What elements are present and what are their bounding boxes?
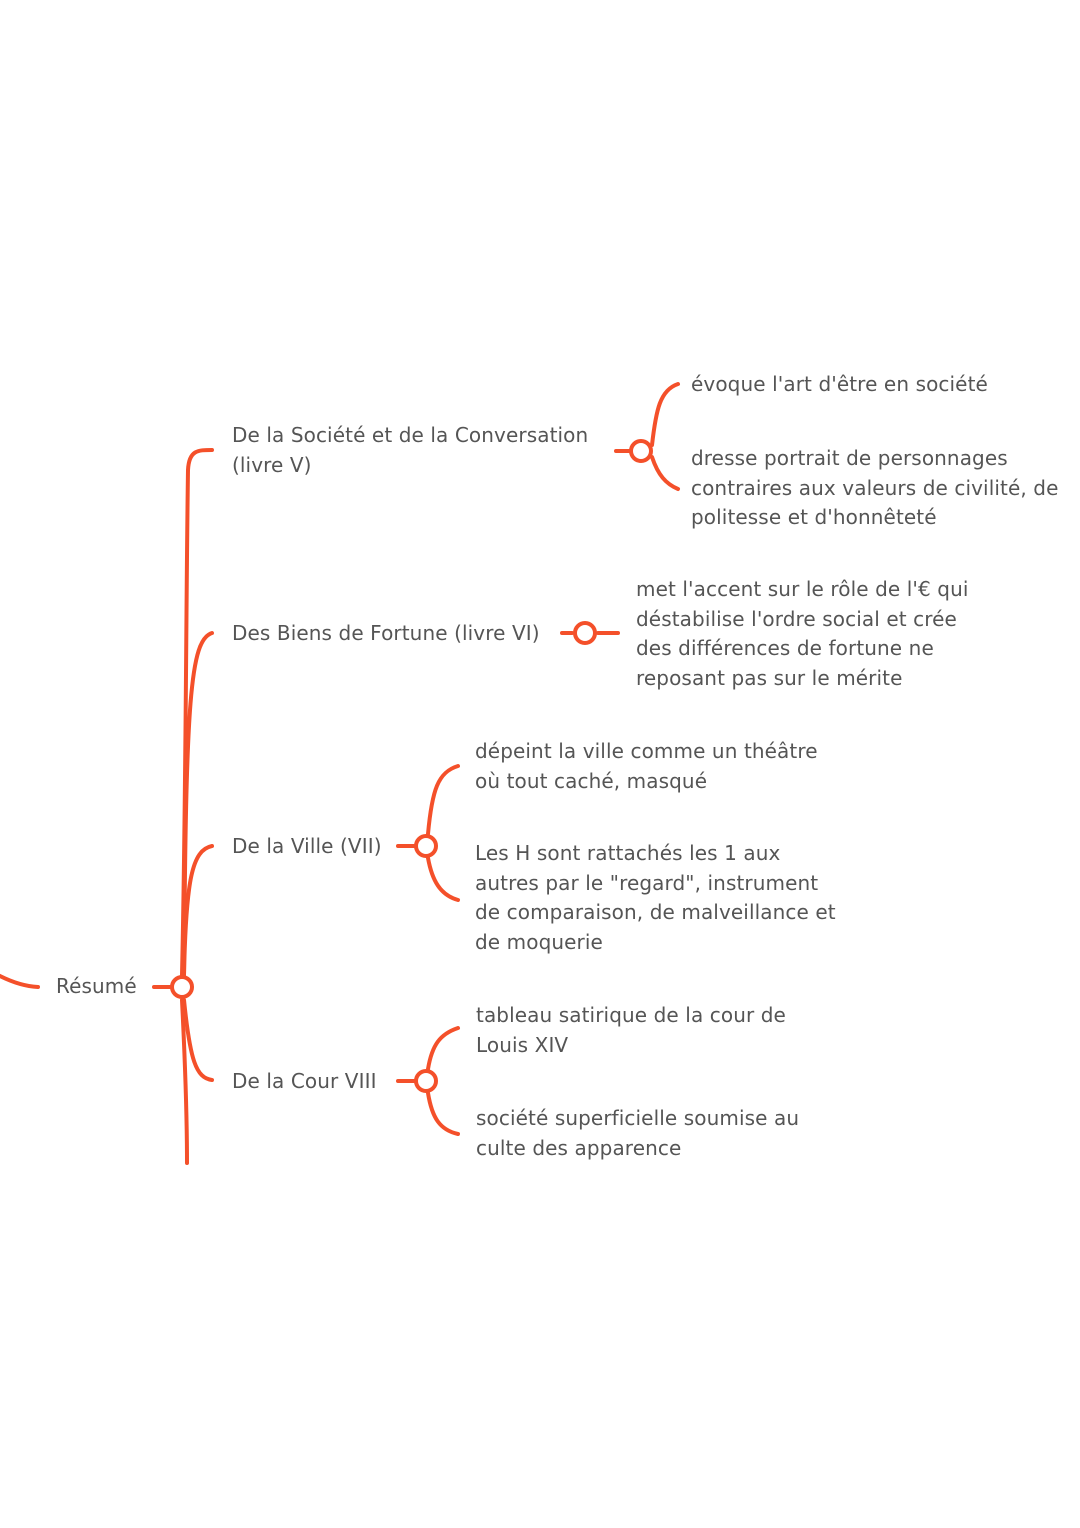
branch-curve-ville [184, 846, 212, 975]
note-brace-societe-top [652, 384, 678, 445]
note-brace-ville-bottom [428, 858, 458, 900]
branch-topic-ville[interactable]: De la Ville (VII) [232, 834, 382, 858]
branch-topic-societe[interactable]: De la Société et de la Conversation (livre V) [232, 423, 589, 477]
branch-node-societe[interactable] [631, 441, 651, 461]
branch-topic-cour[interactable]: De la Cour VIII [232, 1069, 377, 1093]
note-societe-1[interactable]: évoque l'art d'être en société [691, 372, 988, 396]
root-topic[interactable]: Résumé [56, 974, 137, 998]
branch-topic-biens[interactable]: Des Biens de Fortune (livre VI) [232, 621, 540, 645]
note-ville-2[interactable]: Les H sont rattachés les 1 aux autres par le "regard", instrument de comparaison, de malveillance et de moquerie [475, 841, 836, 954]
root-node-circle[interactable] [172, 977, 192, 997]
note-biens-1[interactable]: met l'accent sur le rôle de l'€ qui déstabilise l'ordre social et crée des différences de fortune ne reposant pas sur le mérite [636, 577, 969, 690]
note-cour-2[interactable]: société superficielle soumise au culte des apparence [476, 1106, 800, 1160]
note-brace-cour-bottom [428, 1093, 458, 1134]
branch-curve-cour [184, 1000, 212, 1080]
note-societe-2[interactable]: dresse portrait de personnages contraires aux valeurs de civilité, de politesse et d'honnêteté [691, 446, 1059, 529]
branch-node-cour[interactable] [416, 1071, 436, 1091]
note-brace-ville-top [428, 766, 458, 834]
branch-curve-biens [184, 633, 212, 975]
note-ville-1[interactable]: dépeint la ville comme un théâtre où tout caché, masqué [475, 739, 818, 793]
branch-node-biens[interactable] [575, 623, 595, 643]
note-cour-1[interactable]: tableau satirique de la cour de Louis XIV [476, 1003, 786, 1057]
parent-connector [0, 976, 38, 987]
note-brace-cour-top [428, 1028, 458, 1069]
branch-node-ville[interactable] [416, 836, 436, 856]
note-brace-societe-bottom [652, 457, 678, 489]
